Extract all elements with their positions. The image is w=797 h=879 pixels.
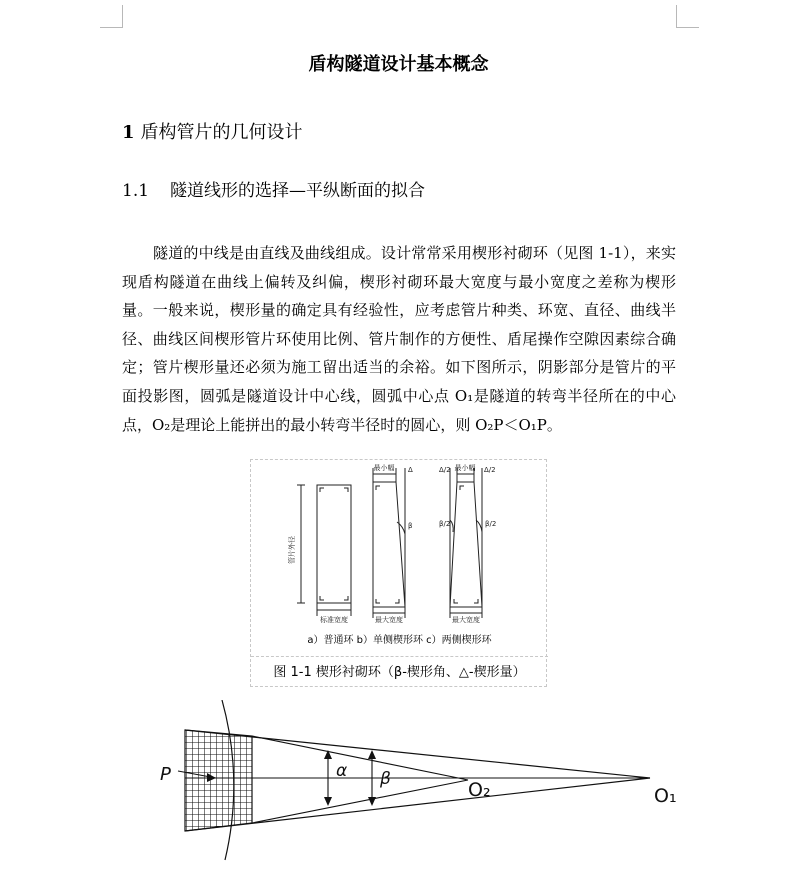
min-width-label-b: 最小幅: [373, 464, 395, 472]
point-o2-label: O₂: [468, 779, 491, 801]
outer-diameter-label: 管片外径: [288, 536, 296, 564]
beta-label-b: β: [408, 522, 413, 530]
beta-half-label-c-left: β/2: [439, 520, 451, 528]
figure-1-1-caption: 图 1-1 楔形衬砌环（β-楔形角、△-楔形量）: [273, 665, 526, 680]
figure-1-1-subcaption: a）普通环 b）单侧楔形环 c）两侧楔形环: [307, 635, 492, 646]
figure-1-1: [250, 459, 547, 687]
normal-ring-shape: [317, 485, 351, 603]
figure-1-1-divider: [251, 656, 548, 657]
max-width-label-c: 最大宽度: [452, 616, 480, 624]
segment-projection-hatched: [185, 730, 252, 831]
heading-1: [122, 118, 303, 144]
heading-2-text: 隧道线形的选择—平纵断面的拟合: [170, 181, 425, 201]
page-corner-mark-left: [100, 5, 123, 28]
delta-label-b: Δ: [408, 466, 413, 474]
delta-half-label-c-left: Δ/2: [439, 466, 451, 474]
angle-beta-label: β: [380, 769, 391, 789]
angle-alpha-label: α: [336, 761, 348, 781]
point-p-label: P: [160, 764, 171, 785]
single-wedge-ring-shape: [373, 482, 405, 607]
delta-half-label-c-right: Δ/2: [484, 466, 496, 474]
heading-1-text: 盾构管片的几何设计: [140, 122, 303, 143]
body-paragraph: 隧道的中线是由直线及曲线组成。设计常常采用楔形衬砌环（见图 1-1），来实现盾构隧道在曲线上偏转及纠偏，楔形衬砌环最大宽度与最小宽度之差称为楔形量。一般来说，楔形量的确定具有经验性，应考虑管片种类、环宽、直径、曲线半径、曲线区间楔形管片环使用比例、管片制作的方便性、盾尾操作空隙因素综合确定；管片楔形量还必须为施工留出适当的余裕。如下图所示，阴影部分是管片的平面投影图，圆弧是隧道设计中心线，圆弧中心点 O₁是隧道的转弯半径所在的中心点，O₂是理论上能拼出的最小转弯半径时的圆心，则 O₂P＜O₁P。: [122, 244, 676, 434]
wedge-ring-diagram: [251, 460, 548, 630]
double-wedge-ring-shape: [450, 482, 482, 607]
standard-width-label: 标准宽度: [320, 616, 348, 624]
wedge-geometry-figure: [150, 700, 690, 865]
max-width-label-b: 最大宽度: [375, 616, 403, 624]
heading-1-number: 1: [122, 122, 135, 143]
body-paragraph-block: [122, 239, 676, 439]
page-corner-mark-right: [676, 5, 699, 28]
heading-2-number: 1.1: [122, 181, 150, 201]
heading-2: [122, 176, 425, 201]
point-o1-label: O₁: [654, 785, 677, 807]
document-title: 盾构隧道设计基本概念: [308, 54, 489, 75]
wedge-geometry-diagram: [150, 700, 690, 865]
min-width-label-c: 最小幅: [454, 464, 476, 472]
beta-half-label-c-right: β/2: [485, 520, 497, 528]
